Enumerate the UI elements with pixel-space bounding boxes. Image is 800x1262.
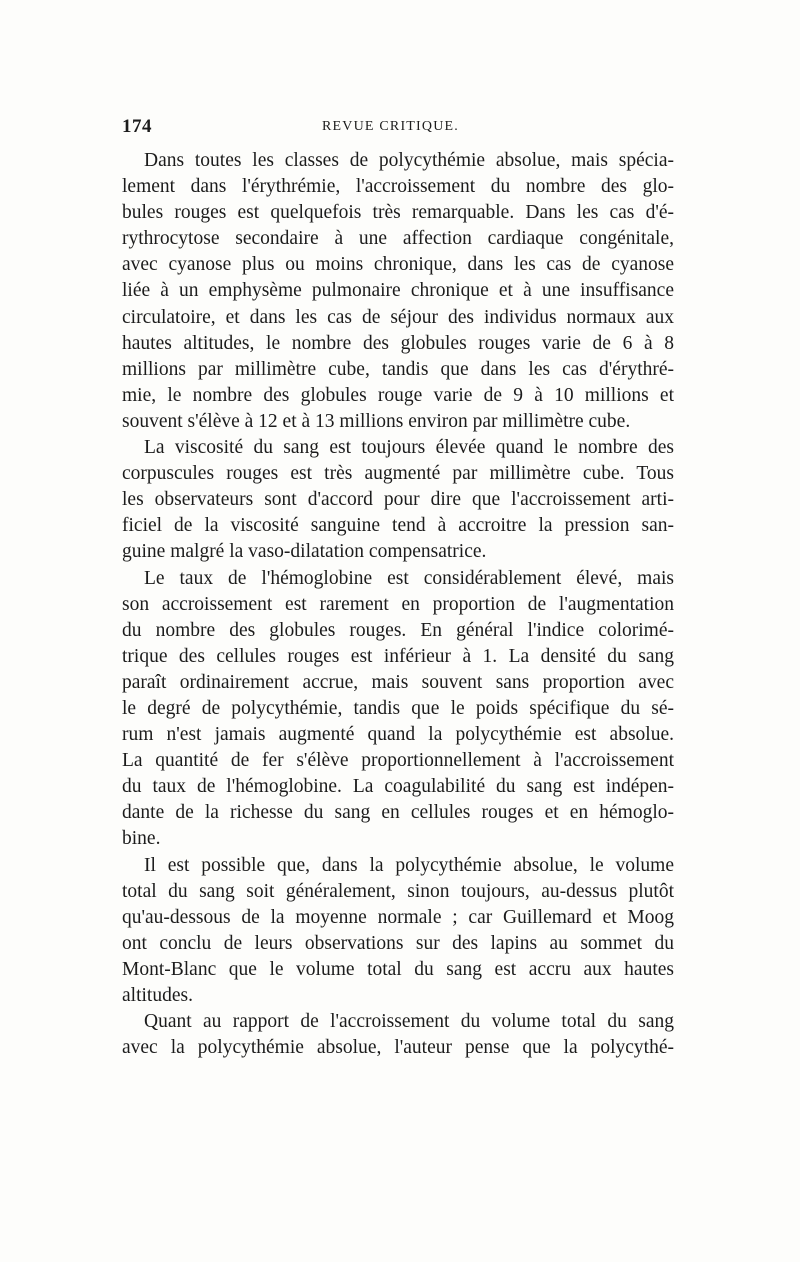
text-line: bine. [122,828,161,850]
text-line: La viscosité du sang est toujours élevée quand le nombre des [144,437,674,459]
text-line: mie, le nombre des globules rouge varie de 9 à 10 millions et [122,384,674,406]
text-line: les observateurs sont d'accord pour dire que l'accroissement arti- [122,489,674,511]
text-line: total du sang soit généralement, sinon toujours, au-dessus plutôt [122,880,674,902]
text-line: Mont-Blanc que le volume total du sang est accru aux hautes [122,958,674,980]
text-line: altitudes. [122,985,193,1006]
text-line: Dans toutes les classes de polycythémie absolue, mais spécia- [144,150,674,171]
text-line: ficiel de la viscosité sanguine tend à accroitre la pression san- [122,515,674,537]
text-line: rythrocytose secondaire à une affection cardiaque congénitale, [122,228,674,250]
page-number: 174 [122,116,152,137]
text-line: circulatoire, et dans les cas de séjour des individus normaux aux [122,306,674,328]
text-line: souvent s'élève à 12 et à 13 millions environ par millimètre cube. [122,410,631,432]
text-line: liée à un emphysème pulmonaire chronique et à une insuffisance [122,280,674,302]
text-line: rum n'est jamais augmenté quand la polycythémie est absolue. [122,724,674,746]
text-line: corpuscules rouges est très augmenté par millimètre cube. Tous [122,463,674,485]
text-line: le degré de polycythémie, tandis que le poids spécifique du sé- [122,697,674,719]
text-line: dante de la richesse du sang en cellules rouges et en hémoglo- [122,802,674,824]
text-line: bules rouges est quelquefois très remarquable. Dans les cas d'é- [122,202,674,224]
text-line: hautes altitudes, le nombre des globules rouges varie de 6 à 8 [122,332,674,354]
text-line: Quant au rapport de l'accroissement du volume total du sang [144,1011,674,1033]
text-line: trique des cellules rouges est inférieur à 1. La densité du sang [122,645,674,667]
text-line: guine malgré la vaso-dilatation compensatrice. [122,541,487,563]
text-line: avec cyanose plus ou moins chronique, dans les cas de cyanose [122,254,674,276]
text-line: Il est possible que, dans la polycythémie absolue, le volume [144,854,674,876]
text-line: du nombre des globules rouges. En général l'indice colorimé- [122,619,674,641]
text-line: ont conclu de leurs observations sur des lapins au sommet du [122,932,674,954]
text-line: lement dans l'érythrémie, l'accroissement du nombre des glo- [122,176,674,198]
text-line: millions par millimètre cube, tandis que dans les cas d'érythré- [122,358,674,380]
text-line: La quantité de fer s'élève proportionnellement à l'accroissement [122,750,674,772]
text-line: avec la polycythémie absolue, l'auteur pense que la polycythé- [122,1037,674,1059]
text-line: du taux de l'hémoglobine. La coagulabilité du sang est indépen- [122,776,674,798]
text-line: son accroissement est rarement en proportion de l'augmentation [122,593,674,615]
page-header [122,116,682,140]
body-text [122,148,674,1061]
text-line: qu'au-dessous de la moyenne normale ; car Guillemard et Moog [122,906,674,928]
text-line: paraît ordinairement accrue, mais souvent sans proportion avec [122,671,674,693]
text-line: Le taux de l'hémoglobine est considérablement élevé, mais [144,567,674,589]
running-title: REVUE CRITIQUE. [322,119,459,134]
